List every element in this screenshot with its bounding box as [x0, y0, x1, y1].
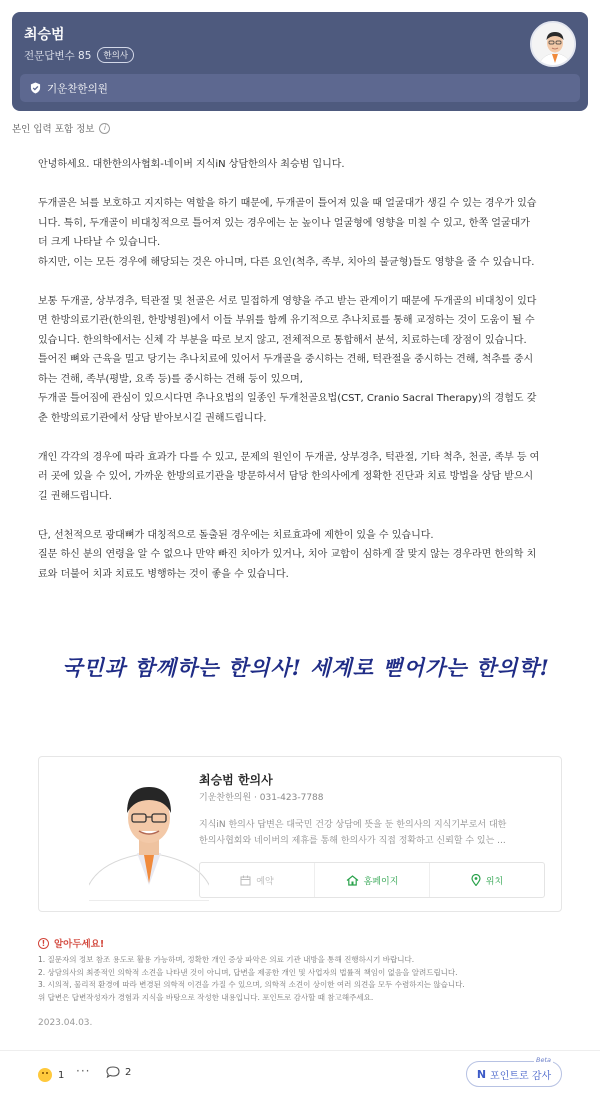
reaction-count: 1	[58, 1069, 65, 1081]
notice-line: 2. 상담의사의 최종적인 의학적 소견을 나타낸 것이 아니며, 답변을 제공한 개인 및 사업자의 법률적 책임이 없음을 알려드립니다.	[38, 967, 458, 977]
notice-title	[38, 936, 568, 950]
profile-name[interactable]: 최승범 한의사	[199, 773, 273, 787]
answer-footer	[0, 1051, 600, 1100]
warning-icon: !	[38, 938, 49, 949]
answer-line: 보통 두개골, 상부경추, 턱관절 및 천골은 서로 밀접하게 영향을 주고 받는 관계이기 때문에 두개골의 비대칭이 있다	[38, 295, 537, 307]
slogan-banner: 국민과 함께하는 한의사! 세계로 뻗어가는 한의학!	[62, 655, 550, 680]
answerer-meta	[24, 47, 134, 63]
speech-bubble-icon	[106, 1066, 120, 1078]
info-label: 본인 입력 포함 정보	[12, 124, 95, 135]
profile-description	[199, 817, 547, 849]
answer-line: 질문 하신 분의 연령을 알 수 없으나 만약 빠진 치아가 있거나, 치아 교합이 심하게 잘 맞지 않는 경우라면 한의학 치	[38, 549, 537, 560]
answer-line: 면 한방의료기관(한의원, 한방병원)에서 이들 부위를 함께 유기적으로 추나치료를 통해 교정하는 것이 도움이 될 수	[38, 315, 535, 326]
reaction-button[interactable]	[38, 1068, 64, 1082]
answer-line: 하지만, 이는 모든 경우에 해당되는 것은 아니며, 다른 요인(척추, 족부, 치아의 불균형)들도 영향을 줄 수 있습니다.	[38, 256, 535, 268]
answer-line: 니다. 특히, 두개골이 비대칭적으로 틀어져 있는 경우에는 눈 높이나 얼굴형에 영향을 미칠 수 있고, 한쪽 얼굴대가	[38, 217, 530, 229]
profile-description-line: 지식iN 한의사 답변은 대국민 건강 상담에 뜻을 둔 한의사의 지식기부로서 대한	[199, 820, 507, 830]
homepage-button[interactable]	[315, 863, 430, 897]
answer-line: 단, 선천적으로 광대뼈가 대칭적으로 돌출된 경우에는 치료효과에 제한이 있을 수 있습니다.	[38, 529, 434, 541]
calendar-icon	[240, 875, 251, 886]
answer-paragraph	[38, 292, 568, 429]
point-thanks-button[interactable]	[466, 1056, 562, 1087]
homepage-label: 홈페이지	[363, 876, 399, 887]
profile-description-line: 한의사협회와 네이버의 제휴를 통해 한의사가 직접 정확하고 신뢰할 수 있는 ...	[199, 836, 506, 846]
naver-n-icon: N	[476, 1067, 487, 1081]
answer-line: 더 크게 나타날 수 있습니다.	[38, 237, 161, 248]
comment-button[interactable]	[106, 1066, 131, 1078]
answerer-name[interactable]: 최승범	[24, 27, 65, 43]
answer-line: 료와 더불어 치과 치료도 병행하는 것이 좋을 수 있습니다.	[38, 568, 289, 580]
notice-line: 1. 질문자의 정보 참조 용도로 활용 가능하며, 정확한 개인 증상 파악은 의료 기관 내방을 통해 진행하시기 바랍니다.	[38, 955, 415, 964]
shield-check-icon	[30, 82, 41, 94]
comment-count: 2	[125, 1066, 132, 1078]
avatar[interactable]	[530, 21, 576, 67]
answer-line: 길 권해드립니다.	[38, 490, 112, 502]
answer-line: 춘 한방의료기관에서 상담 받아보시길 권해드립니다.	[38, 412, 267, 424]
reservation-label: 예약	[256, 876, 274, 887]
profile-sub: 기운찬한의원 · 031-423-7788	[199, 793, 324, 803]
answerer-header	[12, 12, 588, 111]
answer-line: 개인 각각의 경우에 따라 효과가 다를 수 있고, 문제의 원인이 두개골, 상부경추, 턱관절, 기타 척추, 천골, 족부 등 여	[38, 451, 540, 463]
answer-count: 전문답변수 85	[24, 49, 92, 62]
answer-line: 두개골은 뇌를 보호하고 지지하는 역할을 하기 때문에, 두개골이 틀어져 있을 때 얼굴대가 생길 수 있는 경우가 있습	[38, 198, 537, 209]
home-icon	[346, 875, 359, 886]
answer-paragraph	[38, 194, 568, 272]
location-label: 위치	[485, 876, 504, 887]
answer-line: 하는 견해, 족부(평발, 요족 등)를 중시하는 견해 등이 있으며,	[38, 373, 303, 385]
answer-line: 안녕하세요. 대한한의사협회-네이버 지식iN 상담한의사 최승범 입니다.	[38, 159, 345, 170]
point-thanks-label: 포인트로 감사	[490, 1070, 552, 1082]
notice-line: 3. 시의적, 물리적 환경에 따라 변경된 의학적 이견을 가질 수 있으며, 의학적 소견이 상이한 여러 의견을 모두 수렴하지는 않습니다.	[38, 980, 465, 989]
doctor-portrait-icon	[89, 773, 209, 901]
location-pin-icon	[471, 874, 481, 886]
info-icon[interactable]: i	[99, 123, 110, 134]
role-badge: 한의사	[97, 47, 134, 63]
reaction-emoji-icon	[38, 1068, 52, 1082]
answer-line: 러 곳에 있을 수 있어, 가까운 한방의료기관을 방문하셔서 담당 한의사에게 정확한 진단과 치료 방법을 상담 받으시	[38, 471, 534, 482]
reservation-button[interactable]	[200, 863, 315, 897]
doctor-avatar-icon	[532, 23, 576, 67]
answer-line: 두개골 틀어짐에 관심이 있으시다면 추나요법의 일종인 두개천골요법(CST, Cranio Sacral Therapy)의 경험도 갖	[38, 393, 537, 404]
doctor-profile-card	[38, 756, 562, 912]
answer-date: 2023.04.03.	[38, 1018, 93, 1028]
answer-line: 있습니다. 한의학에서는 신체 각 부분을 따로 보지 않고, 전체적으로 통합해서 분석, 치료하는데 장점이 있습니다.	[38, 334, 527, 346]
answer-paragraph	[38, 526, 568, 585]
notice-box	[38, 936, 568, 1004]
clinic-name: 기운찬한의원	[47, 82, 108, 95]
more-reactions-button[interactable]: ···	[76, 1064, 91, 1078]
profile-actions	[199, 862, 545, 898]
doctor-photo[interactable]	[89, 773, 209, 901]
clinic-bar[interactable]	[20, 74, 580, 102]
notice-line: 위 답변은 답변작성자가 경험과 지식을 바탕으로 작성한 내용입니다. 포인트로 감사할 때 참고해주세요.	[38, 992, 374, 1002]
info-row	[12, 121, 110, 135]
answer-line: 틀어진 뼈와 근육을 밀고 당기는 추나치료에 있어서 두개골을 중시하는 견해, 턱관절을 중시하는 견해, 척추를 중시	[38, 354, 534, 365]
answer-paragraph	[38, 448, 568, 507]
location-button[interactable]	[430, 863, 544, 897]
beta-badge: Beta	[536, 1056, 551, 1064]
answer-paragraph	[38, 155, 568, 175]
answer-body	[38, 155, 568, 604]
notice-title-text: 알아두세요!	[54, 939, 105, 950]
